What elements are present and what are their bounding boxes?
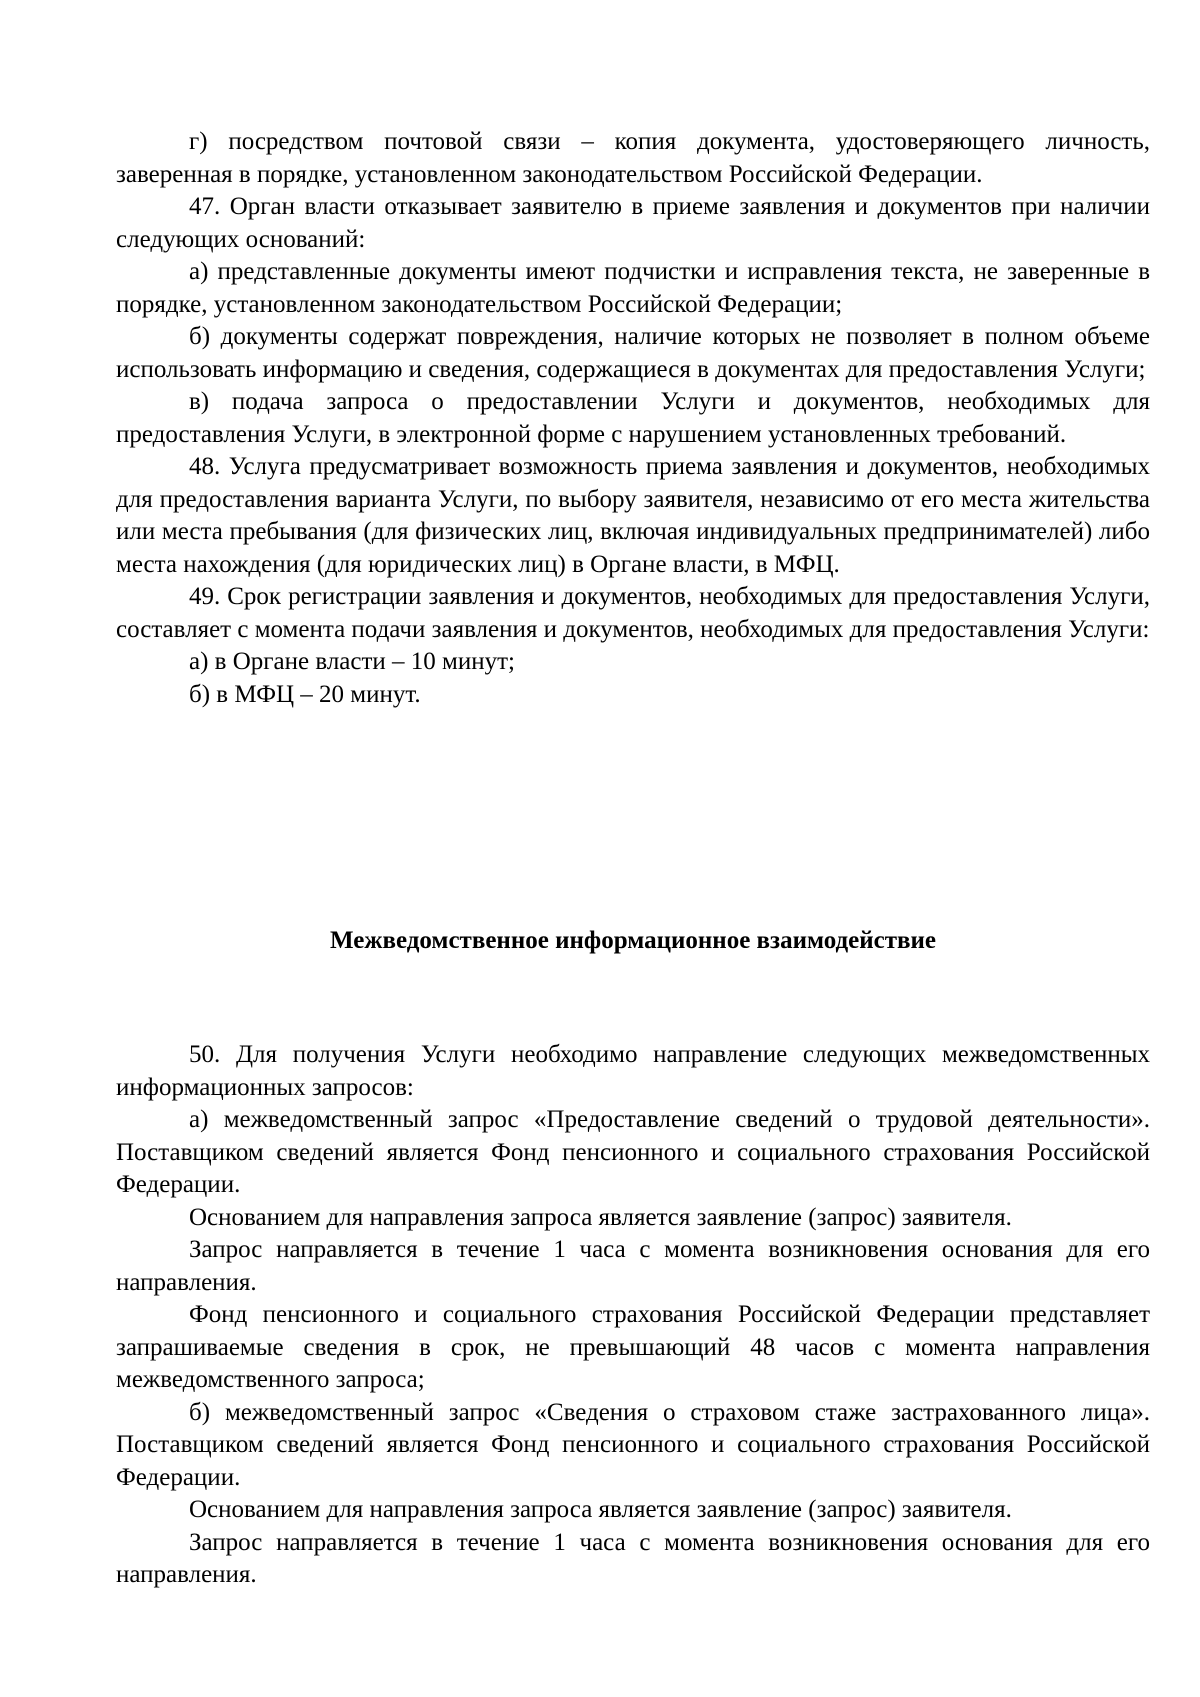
section-heading: Межведомственное информационное взаимодействие (330, 927, 936, 954)
paragraph-49: 49. Срок регистрации заявления и документов, необходимых для предоставления Услуги, составляет с момента подачи заявления и документов, необходимых для предоставления Услуги: (116, 583, 1150, 643)
paragraph-49-item-b: б) в МФЦ – 20 минут. (189, 680, 421, 708)
paragraph-item-g: г) посредством почтовой связи – копия документа, удостоверяющего личность, заверенная в порядке, установленном законодательством Российской Федерации. (116, 128, 1150, 188)
paragraph-50-item-a: а) межведомственный запрос «Предоставление сведений о трудовой деятельности». Поставщиком сведений является Фонд пенсионного и социального страхования Российской Федерации. (116, 1106, 1150, 1198)
paragraph-timing-2: Запрос направляется в течение 1 часа с момента возникновения основания для его направления. (116, 1528, 1150, 1588)
paragraph-49-item-a: а) в Органе власти – 10 минут; (189, 648, 516, 675)
paragraph-50: 50. Для получения Услуги необходимо направление следующих межведомственных информационных запросов: (116, 1041, 1150, 1101)
paragraph-47: 47. Орган власти отказывает заявителю в приеме заявления и документов при наличии следующих оснований: (116, 193, 1150, 253)
paragraph-basis-2: Основанием для направления запроса является заявление (запрос) заявителя. (189, 1496, 1012, 1523)
paragraph-50-item-b: б) межведомственный запрос «Сведения о страховом стаже застрахованного лица». Поставщиком сведений является Фонд пенсионного и социального страхования Российской Федерации. (116, 1398, 1150, 1491)
paragraph-48: 48. Услуга предусматривает возможность приема заявления и документов, необходимых для предоставления варианта Услуги, по выбору заявителя, независимо от его места жительства или места пребывания (для физических лиц, включая индивидуальных предпринимателей) либо места нахождения (для юридических лиц) в Органе власти, в МФЦ. (116, 453, 1150, 578)
section-1-body (116, 126, 1150, 711)
paragraph-47-item-v: в) подача запроса о предоставлении Услуги и документов, необходимых для предоставления Услуги, в электронной форме с нарушением установленных требований. (116, 388, 1150, 448)
paragraph-response-term: Фонд пенсионного и социального страхования Российской Федерации представляет запрашиваемые сведения в срок, не превышающий 48 часов с момента направления межведомственного запроса; (116, 1301, 1150, 1393)
paragraph-timing-1: Запрос направляется в течение 1 часа с момента возникновения основания для его направления. (116, 1236, 1150, 1296)
paragraph-47-item-b: б) документы содержат повреждения, наличие которых не позволяет в полном объеме использовать информацию и сведения, содержащиеся в документах для предоставления Услуги; (116, 323, 1150, 383)
paragraph-47-item-a: а) представленные документы имеют подчистки и исправления текста, не заверенные в порядке, установленном законодательством Российской Федерации; (116, 258, 1150, 318)
section-2-body (116, 1039, 1150, 1592)
paragraph-basis-1: Основанием для направления запроса является заявление (запрос) заявителя. (189, 1203, 1012, 1231)
